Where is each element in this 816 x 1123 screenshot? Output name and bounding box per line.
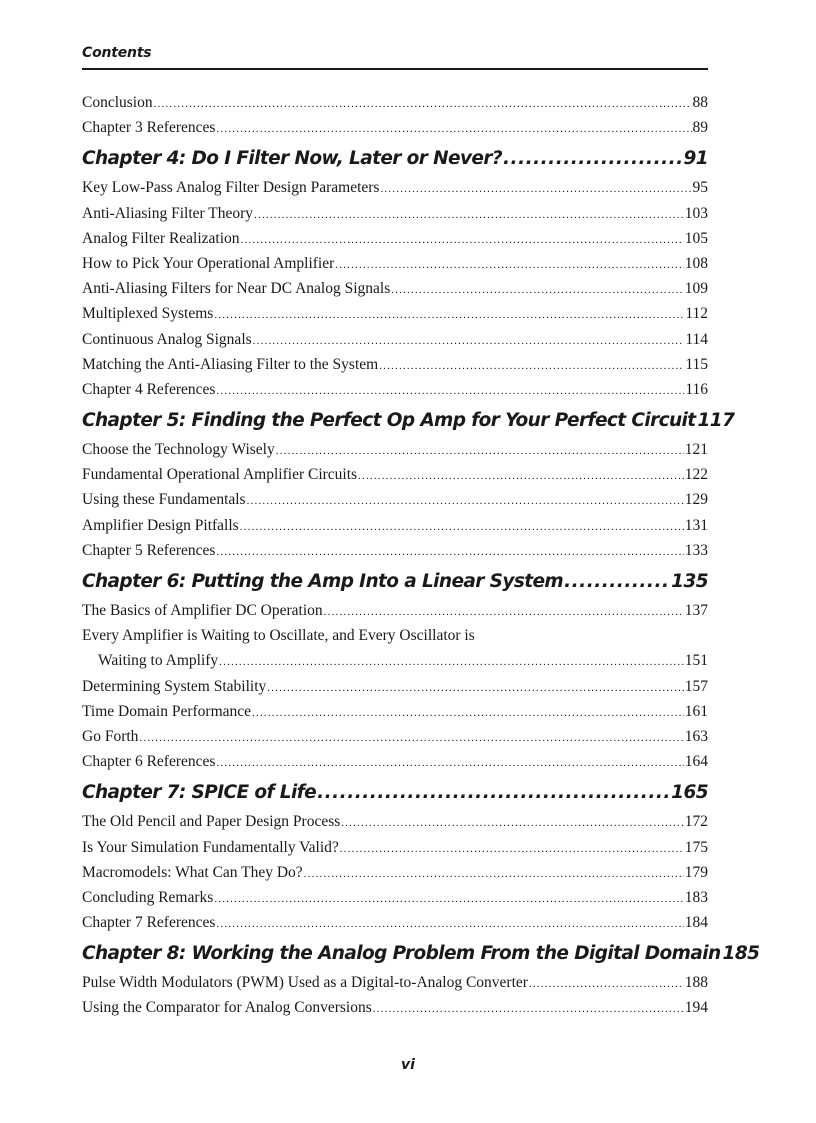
toc-entry[interactable] [82, 226, 708, 251]
toc-chapter-heading[interactable] [82, 142, 708, 175]
toc-entry[interactable] [82, 175, 708, 200]
dot-leader [276, 439, 684, 464]
toc-entry-title: Using these Fundamentals [82, 491, 246, 509]
toc-page-number: 108 [684, 254, 708, 272]
toc-entry-title: Concluding Remarks [82, 888, 214, 906]
toc-page-number: 137 [684, 602, 708, 619]
dot-leader [341, 811, 683, 836]
dot-leader [324, 600, 684, 625]
toc-entry[interactable] [82, 910, 708, 935]
toc-entry[interactable] [82, 201, 708, 226]
chapter-page-number: 165 [671, 782, 708, 804]
dot-leader [216, 912, 683, 937]
toc-entry[interactable] [82, 860, 708, 885]
toc-entry-title: Using the Comparator for Analog Conversions [82, 999, 372, 1017]
toc-page-number: 184 [684, 914, 708, 932]
header-rule [82, 68, 708, 70]
toc-entry[interactable] [82, 462, 708, 487]
toc-page-number: 131 [684, 516, 708, 534]
dot-leader [216, 540, 683, 565]
toc-entry[interactable] [82, 301, 708, 326]
toc-entry-title-continued: Waiting to Amplify [98, 652, 219, 670]
toc-entry-title: Chapter 3 References [82, 119, 216, 137]
chapter-page-number: 185 [722, 943, 760, 965]
running-header: Contents [82, 45, 152, 61]
toc-entry-title: Anti-Aliasing Filter Theory [82, 204, 254, 222]
chapter-page-number: 91 [683, 148, 708, 170]
toc-entry[interactable] [82, 598, 708, 623]
toc-entry-title: Pulse Width Modulators (PWM) Used as a Digital-to-Analog Converter [82, 974, 528, 992]
toc-page-number: 175 [684, 838, 708, 856]
toc-page-number: 114 [685, 330, 708, 348]
dot-leader [358, 464, 684, 489]
dot-leader [252, 701, 684, 726]
chapter-title: Chapter 6: Putting the Amp Into a Linear System [82, 571, 564, 592]
chapter-title: Chapter 5: Finding the Perfect Op Amp for Your Perfect Circuit [82, 410, 696, 432]
chapter-title: Chapter 7: SPICE of Life [82, 782, 317, 804]
toc-entry[interactable] [82, 276, 708, 301]
dot-leader [380, 177, 691, 202]
toc-entry-title: Choose the Technology Wisely [82, 441, 275, 459]
toc-page-number: 105 [684, 229, 708, 247]
toc-entry-title: How to Pick Your Operational Amplifier [82, 254, 335, 272]
toc-page-number: 109 [684, 280, 708, 298]
toc-entry[interactable] [82, 995, 708, 1020]
dot-leader [253, 329, 685, 354]
toc-page-number: 121 [684, 441, 708, 459]
toc-entry-title: Analog Filter Realization [82, 229, 240, 247]
toc-entry-title: Every Amplifier is Waiting to Oscillate, and Every Oscillator is [82, 627, 475, 645]
dot-leader [247, 489, 684, 514]
toc-page-number: 129 [684, 491, 708, 509]
dot-leader [214, 303, 684, 328]
toc-entry[interactable] [82, 352, 708, 377]
dot-leader [335, 253, 683, 278]
toc-page-number: 157 [684, 677, 708, 695]
toc-page-number: 188 [684, 974, 708, 992]
toc-page-number: 112 [685, 305, 708, 323]
toc-entry-title: The Old Pencil and Paper Design Process [82, 813, 341, 831]
toc-page-number: 103 [684, 204, 708, 222]
toc-page-number: 122 [684, 466, 708, 484]
toc-entry-continuation[interactable] [82, 648, 708, 673]
toc-page-number: 164 [684, 753, 708, 771]
toc-entry-title: Matching the Anti-Aliasing Filter to the System [82, 355, 379, 373]
chapter-title: Chapter 4: Do I Filter Now, Later or Never? [82, 148, 503, 170]
page-number: vi [401, 1057, 415, 1073]
toc-page-number: 116 [685, 380, 708, 398]
toc-chapter-heading[interactable] [82, 565, 708, 598]
dot-leader [154, 92, 692, 117]
toc-entry-title: Continuous Analog Signals [82, 330, 252, 348]
dot-leader [503, 142, 682, 175]
dot-leader [340, 837, 684, 862]
toc-entry-title: Chapter 5 References [82, 541, 216, 559]
dot-leader [373, 997, 684, 1022]
chapter-page-number: 117 [697, 410, 735, 432]
dot-leader [317, 776, 670, 809]
toc-page-number: 115 [685, 355, 708, 373]
toc-entry-title: Multiplexed Systems [82, 305, 214, 323]
toc-entry[interactable] [82, 327, 708, 352]
toc-entry-title: Time Domain Performance [82, 702, 252, 720]
toc-entry[interactable] [82, 749, 708, 774]
dot-leader [254, 203, 684, 228]
toc-entry[interactable] [82, 674, 708, 699]
dot-leader [139, 726, 683, 751]
toc-entry[interactable] [82, 513, 708, 538]
toc-page-number: 183 [684, 888, 708, 906]
dot-leader [240, 515, 684, 540]
toc-page-number: 88 [692, 94, 708, 111]
toc-entry-title: Fundamental Operational Amplifier Circuits [82, 466, 358, 484]
toc-entry[interactable] [82, 623, 708, 648]
toc-page-number: 194 [684, 999, 708, 1017]
toc-entry-title: The Basics of Amplifier DC Operation [82, 602, 323, 619]
toc-page-number: 151 [684, 652, 708, 670]
dot-leader [379, 354, 684, 379]
toc-entry-title: Key Low-Pass Analog Filter Design Parameters [82, 179, 380, 197]
toc-chapter-heading[interactable] [82, 937, 760, 970]
toc-chapter-heading[interactable] [82, 404, 735, 437]
toc-page-number: 163 [684, 727, 708, 745]
toc-entry-title: Conclusion [82, 94, 153, 111]
toc-entry[interactable] [82, 885, 708, 910]
toc-entry-title: Chapter 6 References [82, 753, 216, 771]
toc-entry[interactable] [82, 835, 708, 860]
toc-entry[interactable] [82, 487, 708, 512]
dot-leader [216, 117, 691, 142]
dot-leader [564, 565, 670, 598]
dot-leader [391, 278, 684, 303]
toc-entry-title: Determining System Stability [82, 677, 267, 695]
toc-entry-title: Anti-Aliasing Filters for Near DC Analog Signals [82, 280, 391, 298]
dot-leader [219, 650, 684, 675]
toc-page-number: 133 [684, 541, 708, 559]
toc-page-number: 172 [684, 813, 708, 831]
dot-leader [241, 228, 684, 253]
toc-entry-title: Chapter 7 References [82, 914, 216, 932]
toc-entry[interactable] [82, 437, 708, 462]
toc-page-number: 95 [692, 179, 708, 197]
toc-entry[interactable] [82, 970, 708, 995]
toc-entry[interactable] [82, 90, 708, 115]
dot-leader [216, 751, 683, 776]
toc-entry[interactable] [82, 538, 708, 563]
toc-entry-title: Go Forth [82, 727, 139, 745]
toc-page-number: 161 [684, 702, 708, 720]
toc-entry-title: Macromodels: What Can They Do? [82, 863, 303, 881]
toc-entry[interactable] [82, 377, 708, 402]
toc-entry-title: Amplifier Design Pitfalls [82, 516, 239, 534]
toc-entry[interactable] [82, 115, 708, 140]
toc-entry[interactable] [82, 251, 708, 276]
dot-leader [304, 862, 684, 887]
dot-leader [216, 379, 684, 404]
chapter-page-number: 135 [671, 571, 708, 592]
chapter-title: Chapter 8: Working the Analog Problem From the Digital Domain [82, 943, 721, 965]
dot-leader [267, 676, 683, 701]
dot-leader [214, 887, 683, 912]
toc-page-number: 89 [692, 119, 708, 137]
table-of-contents [82, 90, 760, 1021]
toc-entry[interactable] [82, 724, 708, 749]
toc-entry-title: Chapter 4 References [82, 380, 216, 398]
toc-entry-title: Is Your Simulation Fundamentally Valid? [82, 838, 339, 856]
dot-leader [529, 972, 684, 997]
toc-chapter-heading[interactable] [82, 776, 708, 809]
toc-page-number: 179 [684, 863, 708, 881]
toc-entry[interactable] [82, 699, 708, 724]
toc-entry[interactable] [82, 809, 708, 834]
